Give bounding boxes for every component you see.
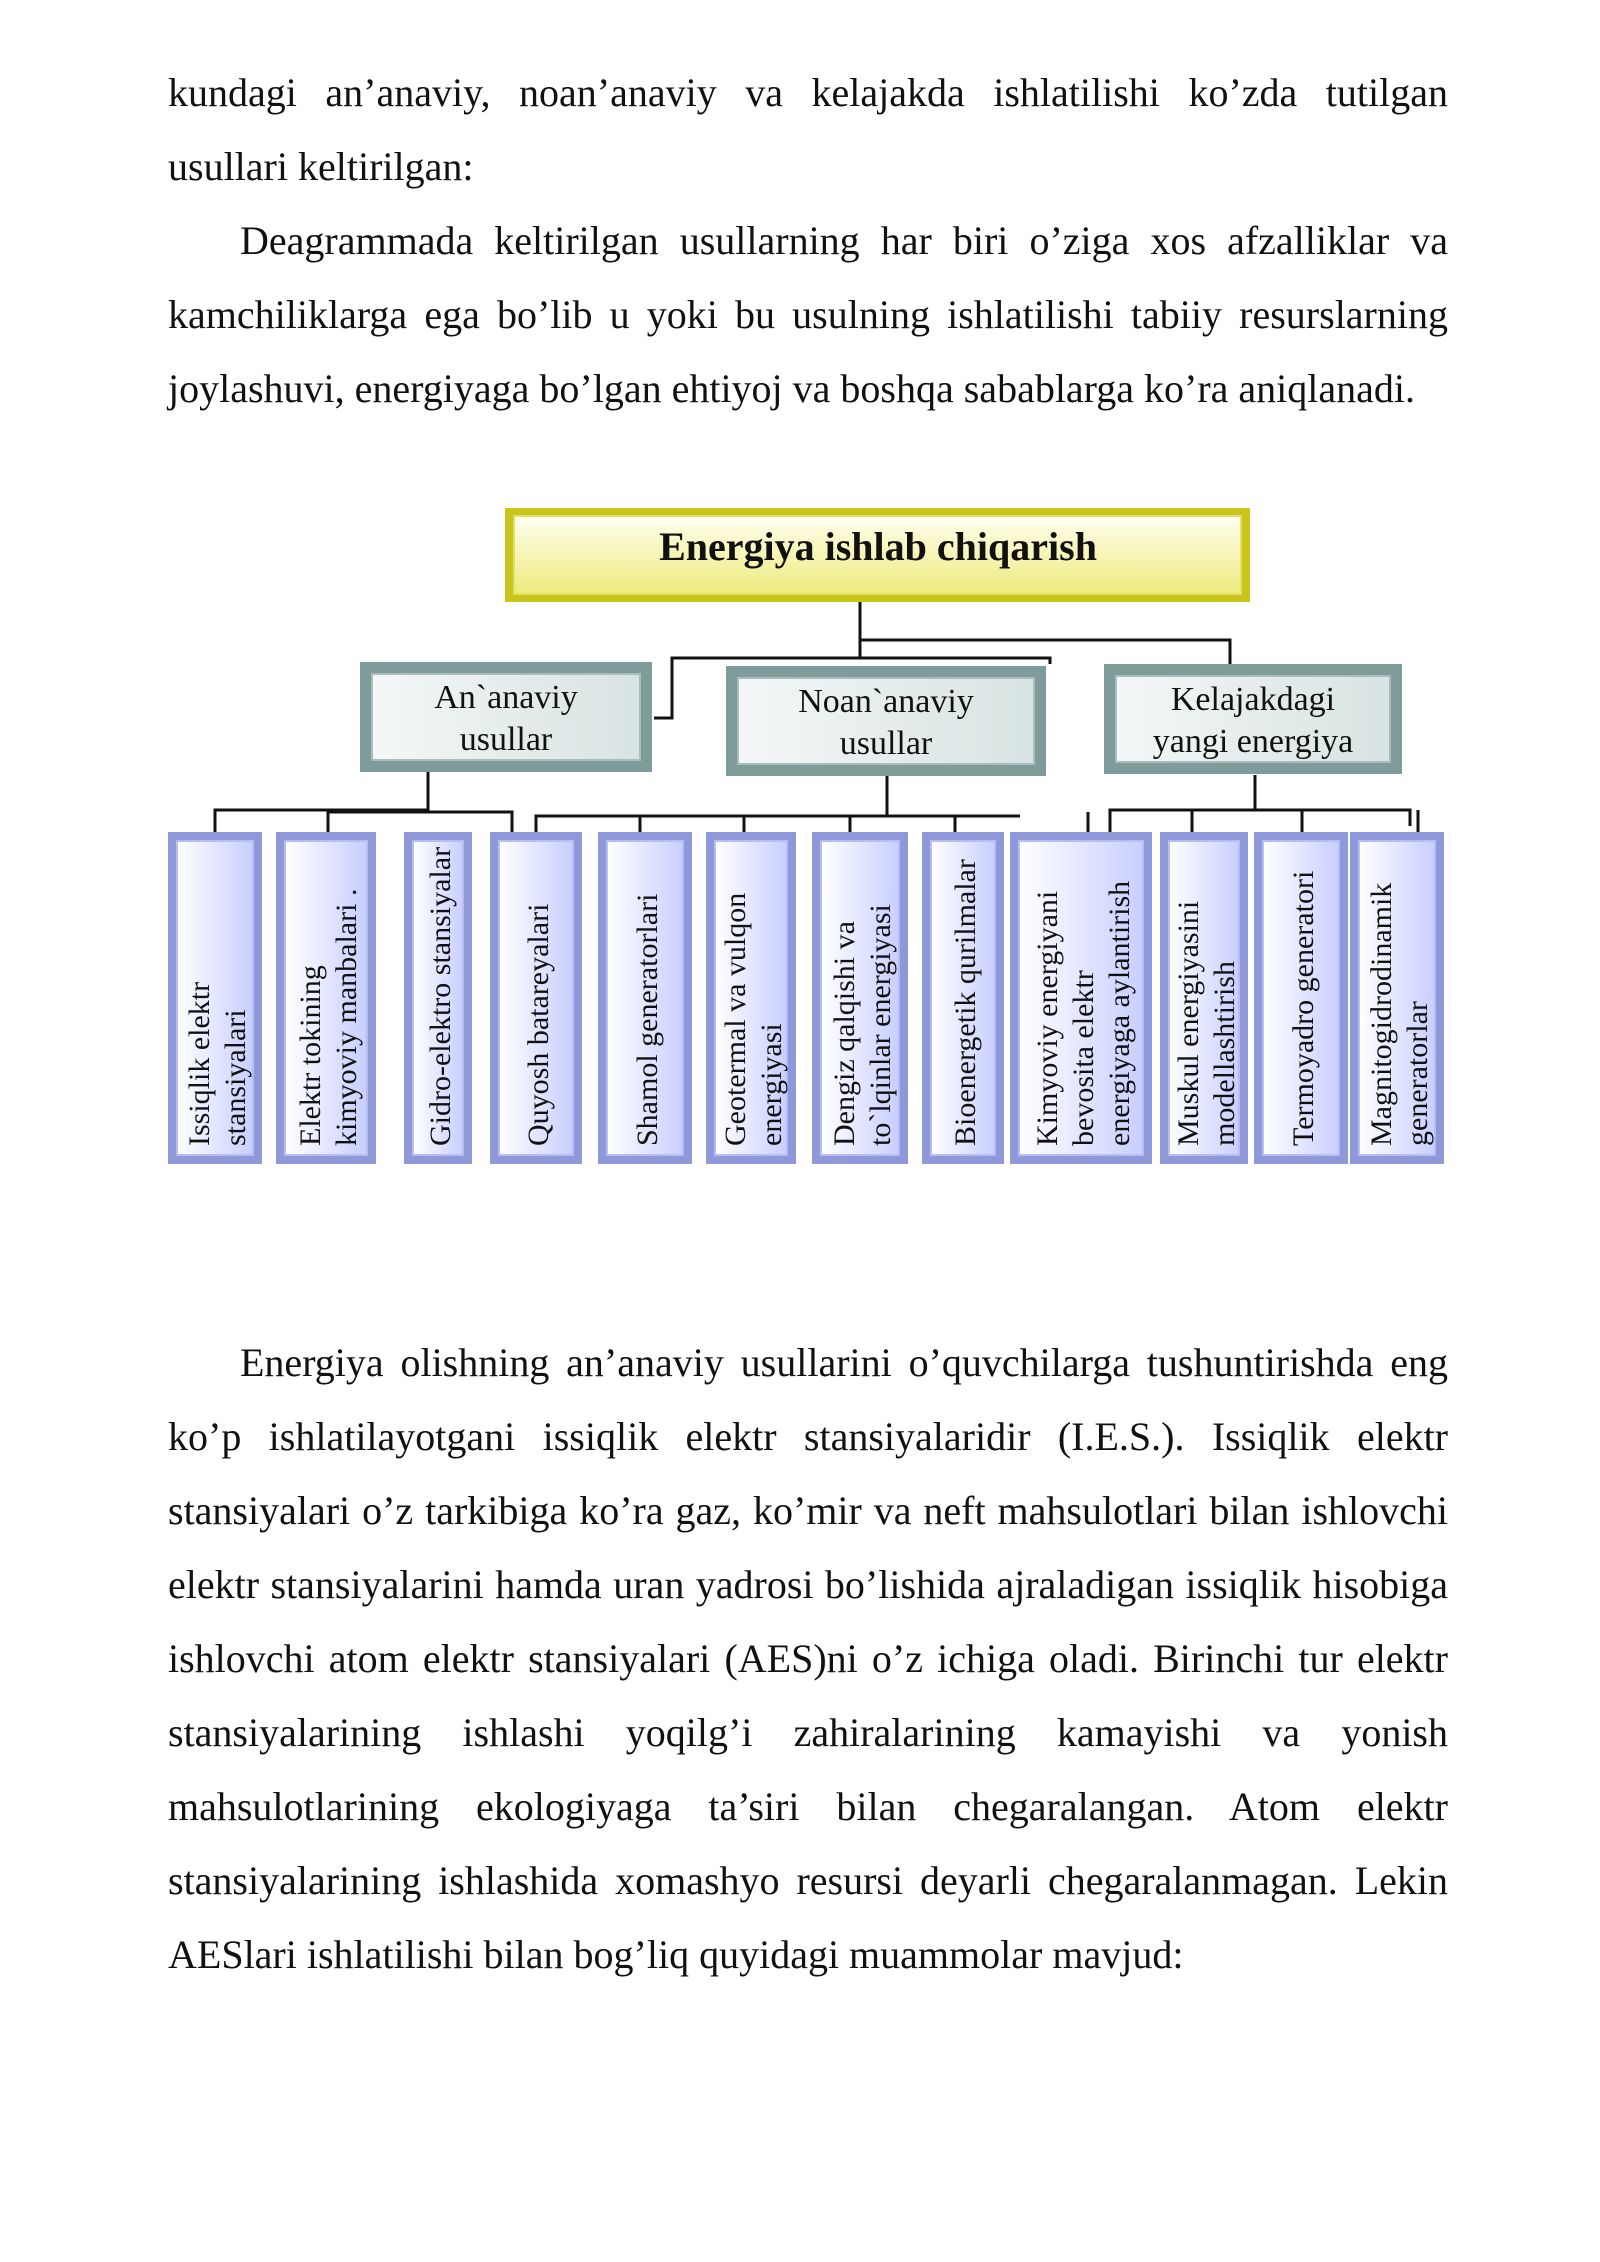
diagram-leaf-label: stansiyalari: [219, 1009, 252, 1146]
diagram-category-label: usullar: [839, 725, 933, 762]
diagram-leaf-box: [922, 832, 1004, 1164]
diagram-leaf-box: [168, 832, 262, 1164]
diagram-category-label: Noan`anaviy: [798, 683, 974, 720]
diagram-leaf-label: kimyoviy manbalari .: [330, 888, 363, 1146]
diagram-leaf-box: [1350, 832, 1444, 1164]
diagram-leaf-label: Muskul energiyasini: [1172, 900, 1205, 1146]
diagram-leaf-box: [1254, 832, 1348, 1164]
diagram-leaf-box: [1010, 832, 1152, 1164]
paragraph-diagram-description: Deagrammada keltirilgan usullarning har biri o’ziga xos afzalliklar va kamchiliklarga ega bo’lib u yoki bu usulning ishlatilishi tabiiy resurslarning joylashuvi, energiyaga bo’lgan ehtiyoj va boshqa sabablarga ko’ra aniqlanadi.: [168, 218, 1448, 411]
diagram-leaf-label: to`lqinlar energiyasi: [864, 904, 897, 1146]
diagram-leaf-box: [598, 832, 692, 1164]
diagram-leaf-label: generatorlar: [1401, 1001, 1434, 1146]
diagram-leaf-label: Geotermal va vulqon: [719, 892, 752, 1146]
diagram-leaf-label: Magnitogidrodinamik: [1365, 882, 1398, 1146]
diagram-leaf-label: Gidro-elektro stansiyalar: [424, 846, 457, 1146]
diagram-root: [505, 508, 1250, 602]
diagram-category-label: An`anaviy: [434, 679, 578, 716]
diagram-leaf-label: Termoyadro generatori: [1287, 870, 1320, 1146]
diagram-categories: [360, 662, 1402, 776]
diagram-category-box: [1104, 664, 1402, 774]
diagram-leaf-label: energiyaga aylantirish: [1103, 880, 1136, 1146]
diagram-leaf-label: Bioenergetik qurilmalar: [949, 859, 982, 1146]
diagram-leaf-label: bevosita elektr: [1067, 970, 1100, 1146]
diagram-root-label: Energiya ishlab chiqarish: [659, 524, 1097, 569]
diagram-leaf-label: Quyosh batareyalari: [522, 903, 555, 1146]
diagram-leaf-box: [276, 832, 376, 1164]
paragraph-intro: kundagi an’anaviy, noan’anaviy va kelajakda ishlatilishi ko’zda tutilgan usullari keltirilgan:: [168, 70, 1448, 189]
diagram-leaf-label: Dengiz qalqishi va: [828, 921, 861, 1146]
diagram-category-box: [726, 666, 1046, 776]
diagram-leaf-label: modellashtirish: [1208, 961, 1241, 1146]
diagram-leaf-label: Issiqlik elektr: [183, 981, 216, 1146]
diagram-category-box: [360, 662, 652, 772]
diagram-leaf-label: energiyasi: [755, 1023, 788, 1146]
diagram-leaves: [168, 832, 1444, 1164]
diagram-leaf-box: [706, 832, 796, 1164]
diagram-leaf-label: Kimyoviy energiyani: [1031, 890, 1064, 1146]
diagram-leaf-label: Shamol generatorlari: [631, 893, 664, 1146]
diagram-leaf-box: [812, 832, 908, 1164]
diagram-category-label: Kelajakdagi: [1170, 681, 1336, 718]
paragraph-traditional-methods: Energiya olishning an’anaviy usullarini o’quvchilarga tushuntirishda eng ko’p ishlatilayotgani issiqlik elektr stansiyalaridir (I.E.S.). Issiqlik elektr stansiyalari o’z tarkibiga ko’ra gaz, ko’mir va neft mahsulotlari bilan ishlovchi elektr stansiyalarini hamda uran yadrosi bo’lishida ajraladigan issiqlik hisobiga ishlovchi atom elektr stansiyalari (AES)ni o’z ichiga oladi. Birinchi tur elektr stansiyalarining ishlashi yoqilg’i zahiralarining kamayishi va yonish mahsulotlarining ekologiyaga ta’siri bilan chegaralangan. Atom elektr stansiyalarining ishlashida xomashyo resursi deyarli chegaralanmagan. Lekin AESlari ishlatilishi bilan bog’liq quyidagi muammolar mavjud:: [168, 1340, 1448, 1977]
diagram-leaf-label: Elektr tokining: [294, 965, 327, 1146]
diagram-leaf-box: [490, 832, 582, 1164]
diagram-leaf-box: [1160, 832, 1248, 1164]
diagram-category-label: usullar: [459, 721, 553, 758]
diagram-category-label: yangi energiya: [1152, 723, 1354, 760]
diagram-leaf-box: [404, 832, 472, 1164]
